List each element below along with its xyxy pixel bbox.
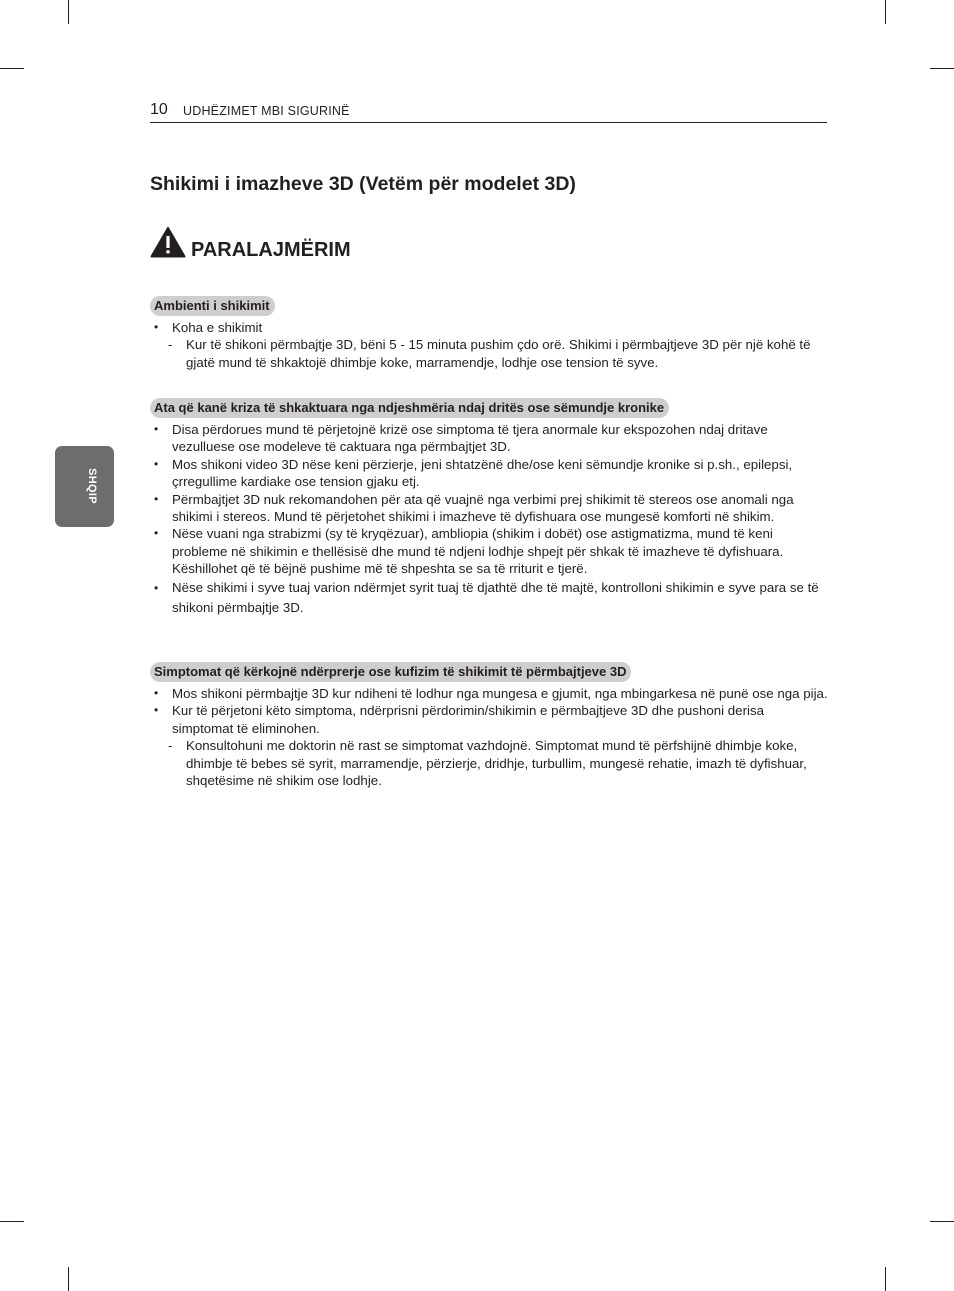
- page-header: [150, 101, 827, 123]
- list-item: [150, 319, 828, 336]
- crop-mark: [68, 0, 69, 24]
- bullet-list: [150, 421, 828, 618]
- list-item: [150, 456, 828, 491]
- warning-label: PARALAJMËRIM: [191, 239, 351, 261]
- list-item: [150, 578, 828, 618]
- list-item-text: Nëse shikimi i syve tuaj varion ndërmjet syrit tuaj të djathtë dhe të majtë, kontrolloni shikimin e syve para se të shikoni përmbajtje 3D.: [172, 579, 819, 615]
- bullet-icon: •: [154, 686, 159, 700]
- section-title: Shikimi i imazheve 3D (Vetëm për modelet 3D): [150, 173, 576, 195]
- running-title: UDHËZIMET MBI SIGURINË: [183, 104, 350, 118]
- bullet-icon: •: [154, 456, 159, 471]
- crop-mark: [885, 0, 886, 24]
- language-tab-label: SHQIP: [86, 468, 98, 504]
- bullet-icon: •: [154, 422, 159, 436]
- list-item-text: Mos shikoni përmbajtje 3D kur ndiheni të lodhur nga mungesa e gjumit, nga mbingarkesa në punë ose nga pija.: [172, 686, 828, 701]
- bullet-icon: •: [154, 580, 159, 595]
- bullet-icon: •: [154, 491, 159, 506]
- list-item-text: Nëse vuani nga strabizmi (sy të kryqëzuar), ambliopia (shikim i dobët) ose astigmatizma, mund të keni probleme në shikimin e thellësisë dhe mund të ndjeni lodhje shpejt për shkak të imazheve të dyfishuara. Këshillohet që të bëjnë pushime më të shpeshta se sa të rriturit e tjerë.: [172, 526, 784, 577]
- bullet-icon: •: [154, 320, 159, 334]
- crop-mark: [0, 1221, 24, 1222]
- sub-list-item-text: Kur të shikoni përmbajtje 3D, bëni 5 - 15 minuta pushim çdo orë. Shikimi i përmbajtjeve 3D për një kohë të gjatë mund të shkaktojë dhimbje koke, marramendje, lodhje ose tension të syve.: [186, 337, 811, 370]
- crop-mark: [68, 1267, 69, 1291]
- language-tab: [55, 446, 114, 527]
- list-item: [150, 685, 828, 702]
- bullet-list: [150, 319, 828, 371]
- list-item-text: Disa përdorues mund të përjetojnë krizë ose simptoma të tjera anormale kur ekspozohen ndaj dritave vezulluese ose modeleve të caktuara nga përmbajtjet 3D.: [172, 422, 768, 455]
- list-item: [150, 525, 828, 577]
- list-item-text: Kur të përjetoni këto simptoma, ndërprisni përdorimin/shikimin e përmbajtjeve 3D dhe pushoni derisa simptomat të eliminohen.: [172, 703, 765, 736]
- list-item: [150, 421, 828, 456]
- group-heading: Ata që kanë kriza të shkaktuara nga ndjeshmëria ndaj dritës ose sëmundje kronike: [150, 398, 669, 418]
- list-item-text: Koha e shikimit: [172, 320, 263, 335]
- list-item: [150, 491, 828, 526]
- bullet-icon: •: [154, 526, 159, 541]
- crop-mark: [930, 1221, 954, 1222]
- group-heading: Simptomat që kërkojnë ndërprerje ose kufizim të shikimit të përmbajtjeve 3D: [150, 662, 631, 682]
- crop-mark: [885, 1267, 886, 1291]
- crop-mark: [930, 68, 954, 69]
- dash-icon: -: [168, 738, 173, 754]
- crop-mark: [0, 68, 24, 69]
- sub-list-item: [150, 336, 828, 371]
- bullet-icon: •: [154, 703, 159, 718]
- list-item-text: Mos shikoni video 3D nëse keni përzierje, jeni shtatzënë dhe/ose keni sëmundje kronike si p.sh., epilepsi, çrregullime kardiake ose tension gjaku etj.: [172, 456, 793, 490]
- list-item: [150, 702, 828, 737]
- page-number: 10: [150, 101, 168, 118]
- bullet-list: [150, 685, 828, 789]
- sub-list-item: [150, 737, 828, 789]
- group-heading: Ambienti i shikimit: [150, 296, 275, 316]
- sub-list-item-text: Konsultohuni me doktorin në rast se simptomat vazhdojnë. Simptomat mund të përfshijnë dhimbje koke, dhimbje të bebes së syrit, marramendje, përzierje, dridhje, turbullim, mungesë rehatie, imazh të dyfishuar, shqetësime në shikim ose lodhje.: [186, 738, 807, 789]
- dash-icon: -: [168, 337, 173, 353]
- warning-triangle-icon: [150, 226, 186, 258]
- list-item-text: Përmbajtjet 3D nuk rekomandohen për ata që vuajnë nga verbimi prej shikimit të stereos ose anomali nga shikimi i stereos. Mund të përjetohet shikimi i imazheve të dyfishuara ose mungesë komforti në shikim.: [172, 491, 794, 525]
